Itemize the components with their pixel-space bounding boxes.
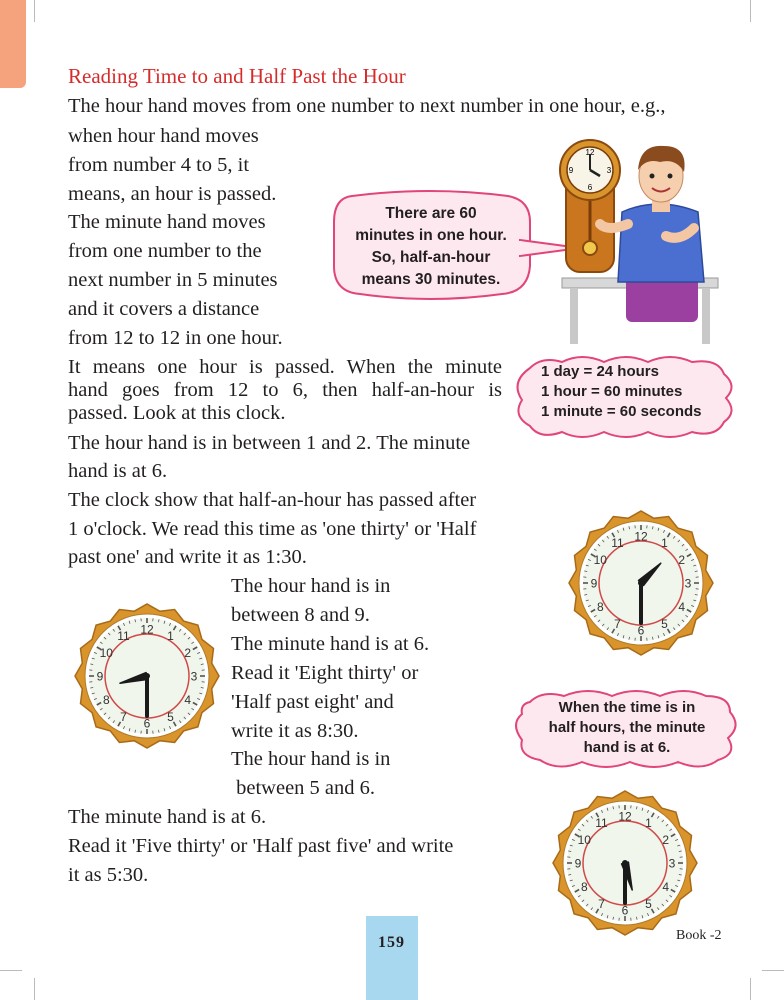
clock-number: 5 <box>661 617 668 632</box>
paragraph-line: Read it 'Five thirty' or 'Half past five' and write <box>68 835 454 857</box>
clock-center-pin <box>144 673 150 679</box>
intro-left-line: The minute hand moves <box>68 211 266 233</box>
table-leg <box>702 288 710 344</box>
intro-left-line: and it covers a distance <box>68 298 260 320</box>
clock-number: 12 <box>618 809 632 824</box>
bubble-line: half hours, the minute <box>548 719 706 736</box>
bubble-line: 1 minute = 60 seconds <box>541 403 702 420</box>
clock-number: 3 <box>190 669 198 684</box>
wall-clock-number: 12 <box>585 148 595 157</box>
intro-left-line: next number in 5 minutes <box>68 269 278 291</box>
clock-number: 7 <box>120 710 127 725</box>
paragraph-line: hand goes from 12 to 6, then half-an-hour is <box>68 379 502 401</box>
crop-mark <box>750 978 751 1000</box>
paragraph-line: passed. Look at this clock. <box>68 402 286 424</box>
clock-half-past-one <box>566 508 716 658</box>
bubble-line: So, half-an-hour <box>371 249 491 266</box>
bubble-line: means 30 minutes. <box>361 271 501 288</box>
paragraph-line: The minute hand is at 6. <box>68 806 267 828</box>
clock-half-past-eight <box>72 601 222 751</box>
wall-clock-number: 9 <box>568 166 574 175</box>
clock-number: 2 <box>662 833 670 847</box>
paragraph-line: 1 o'clock. We read this time as 'one thirty' or 'Half <box>68 518 477 540</box>
crop-mark <box>762 970 784 971</box>
clock-half-past-five <box>550 788 700 938</box>
bubble-line: hand is at 6. <box>583 739 671 756</box>
bubble-line: 1 day = 24 hours <box>541 363 659 380</box>
clock-number: 4 <box>184 693 192 707</box>
clock-number: 10 <box>577 833 591 847</box>
paragraph-line: 'Half past eight' and <box>231 691 394 713</box>
paragraph-line: The clock show that half-an-hour has passed after <box>68 489 477 511</box>
wall-clock-number: 3 <box>606 166 612 175</box>
clock-number: 2 <box>678 553 686 567</box>
clock-center-pin <box>638 580 644 586</box>
crop-mark <box>34 0 35 22</box>
clock-number: 9 <box>590 576 598 591</box>
bubble-line: minutes in one hour. <box>355 227 507 244</box>
clock-number: 11 <box>117 628 130 643</box>
section-title: Reading Time to and Half Past the Hour <box>68 64 406 88</box>
pendulum-icon <box>583 241 597 255</box>
clock-number: 1 <box>645 815 652 830</box>
clock-number: 8 <box>580 880 588 894</box>
book-label: Book -2 <box>676 928 722 943</box>
paragraph-line: Read it 'Eight thirty' or <box>231 662 419 684</box>
paragraph-line: past one' and write it as 1:30. <box>68 546 307 568</box>
page-number: 159 <box>378 934 405 951</box>
clock-number: 6 <box>143 716 151 731</box>
intro-left-line: from 12 to 12 in one hour. <box>68 327 283 349</box>
clock-number: 11 <box>611 535 624 550</box>
clock-number: 10 <box>99 646 113 660</box>
bubble-line: 1 hour = 60 minutes <box>541 383 683 400</box>
clock-number: 12 <box>140 622 154 637</box>
clock-number: 10 <box>593 553 607 567</box>
paragraph-line: it as 5:30. <box>68 864 149 886</box>
crop-mark <box>0 970 22 971</box>
crop-mark <box>750 0 751 22</box>
bubble-line: There are 60 <box>385 205 477 222</box>
clock-number: 3 <box>684 576 692 591</box>
intro-left-line: from number 4 to 5, it <box>68 154 250 176</box>
bubble-line: When the time is in <box>558 699 696 716</box>
paragraph-line: The hour hand is in between 1 and 2. The minute <box>68 432 471 454</box>
paragraph-line: The hour hand is in <box>231 575 391 597</box>
table-leg <box>570 288 578 344</box>
clock-number: 9 <box>96 669 104 684</box>
paragraph-line: write it as 8:30. <box>231 720 359 742</box>
clock-number: 7 <box>598 897 605 912</box>
clock-number: 5 <box>645 897 652 912</box>
clock-number: 8 <box>102 693 110 707</box>
clock-number: 11 <box>595 815 608 830</box>
clock-number: 9 <box>574 856 582 871</box>
bubble-text-minutes <box>336 203 526 291</box>
clock-number: 5 <box>167 710 174 725</box>
intro-left-line: when hour hand moves <box>68 125 259 147</box>
clock-center-pin <box>622 860 628 866</box>
intro-line: The hour hand moves from one number to next number in one hour, e.g., <box>68 95 666 117</box>
paragraph-line: The hour hand is in <box>231 748 391 770</box>
clock-number: 12 <box>634 529 648 544</box>
page-edge-tab <box>0 0 26 88</box>
bubble-text-units <box>541 362 731 422</box>
clock-number: 4 <box>678 600 686 614</box>
intro-left-line: from one number to the <box>68 240 262 262</box>
paragraph-line: It means one hour is passed. When the minute <box>68 356 502 378</box>
crop-mark <box>34 978 35 1000</box>
clock-number: 1 <box>167 628 174 643</box>
clock-number: 1 <box>661 535 668 550</box>
paragraph-line: The minute hand is at 6. <box>231 633 430 655</box>
clock-number: 8 <box>596 600 604 614</box>
bubble-text-half-hours <box>520 698 734 758</box>
clock-number: 6 <box>621 903 629 918</box>
clock-number: 7 <box>614 617 621 632</box>
boy-with-clock-illustration <box>548 132 724 344</box>
page-number-box <box>366 916 418 1000</box>
intro-left-line: means, an hour is passed. <box>68 183 277 205</box>
paragraph-line: between 8 and 9. <box>231 604 370 626</box>
paragraph-line: between 5 and 6. <box>231 777 376 799</box>
clock-number: 4 <box>662 880 670 894</box>
wall-clock-number: 6 <box>587 183 593 192</box>
clock-number: 6 <box>637 623 645 638</box>
paragraph-line: hand is at 6. <box>68 460 168 482</box>
clock-number: 3 <box>668 856 676 871</box>
clock-number: 2 <box>184 646 192 660</box>
